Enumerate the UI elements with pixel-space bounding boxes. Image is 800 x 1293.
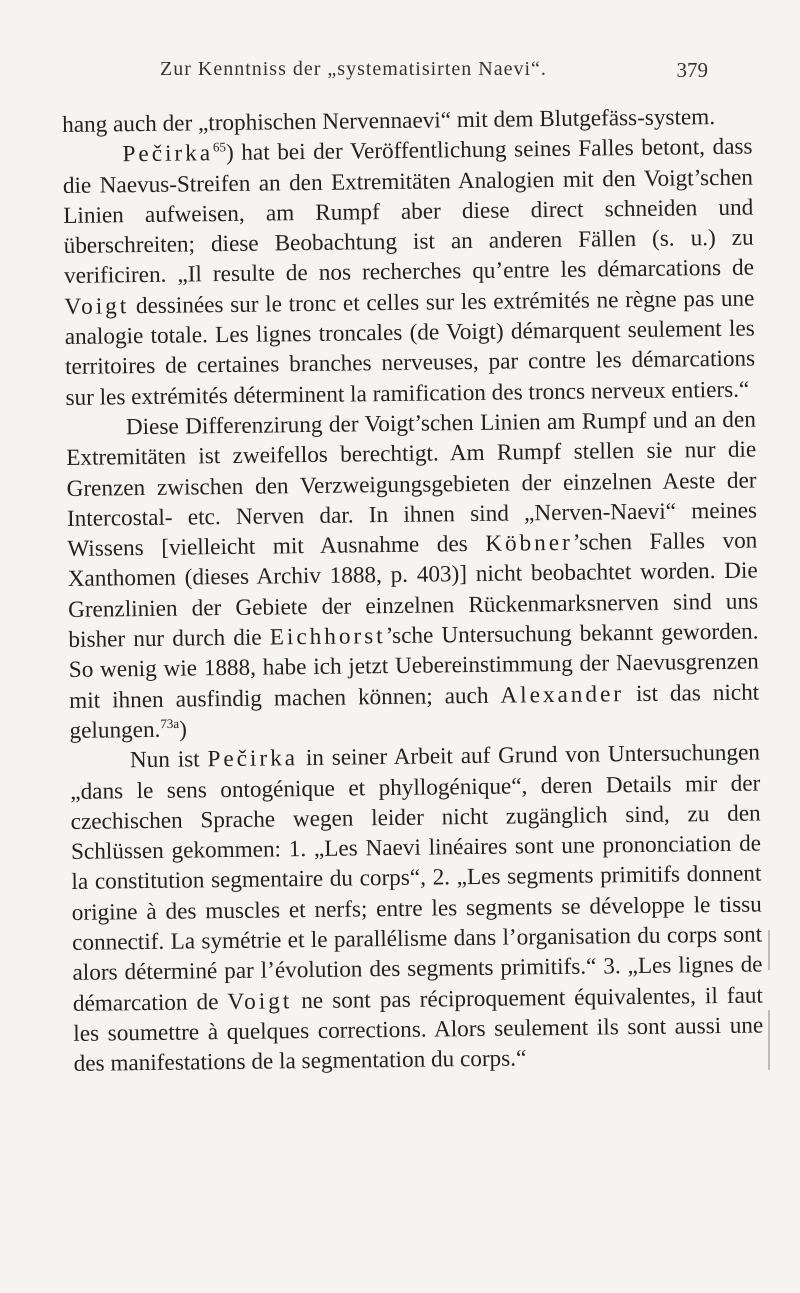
footnote-ref: 73a bbox=[160, 715, 180, 732]
text-run: ’sche Untersuchung bekannt geworden. So wenig wie 1888, habe ich jetzt Uebereinstimmung der Naevusgrenzen mit ihnen ausfindig machen können; auch bbox=[68, 618, 759, 714]
footnote-ref: 65 bbox=[212, 139, 227, 155]
page-header bbox=[0, 58, 800, 88]
spaced-name: Voigt bbox=[64, 292, 130, 320]
text-run: hang auch der „trophischen Nervennaevi“ mit dem Blutgefäss-system. bbox=[62, 104, 716, 138]
text-run: Diese Differenzirung der Voigt’schen Linien am Rumpf und an den Extremitäten ist zweifellos berechtigt. Am Rumpf stellen sie nur die Grenzen zwischen den Verzweigungsgebieten der einzelnen Aeste der Intercostal- etc. Nerven dar. In ihnen sind „Nerven-Naevi“ meines Wissens [vielleicht mit Ausnahme des bbox=[66, 406, 758, 563]
running-title: Zur Kenntniss der „systematisirten Naevi“. bbox=[160, 58, 547, 80]
text-run: dessinées sur le tronc et celles sur les extrémités ne règne pas une analogie totale. Les lignes troncales (de Voigt) démarquent seulement les territoires de certaines branches nerveuses, par contre les démarcations sur les extrémités déterminent la ramification des troncs nerveux entiers.“ bbox=[64, 285, 756, 411]
text-run: ) hat bei der Veröffentlichung seines Falles betont, dass die Naevus-Streifen an den Extremitäten Analogien mit den Voigt’schen Linien aufweisen, am Rumpf aber diese direct schneiden und überschreiten; diese Beobachtung ist an anderen Fällen (s. u.) zu verificiren. „Il resulte de nos recherches qu’entre les démarcations de bbox=[62, 133, 755, 290]
text-run: ne sont pas réciproquement équivalentes, il faut les soumettre à quelques corrections. Alors seulement ils sont aussi une des manifestations de la segmentation du corps.“ bbox=[73, 982, 764, 1078]
body-text bbox=[62, 102, 764, 1080]
spaced-name: Pečirka bbox=[122, 140, 214, 168]
spaced-name: Pečirka bbox=[207, 745, 299, 773]
margin-pencil-mark bbox=[768, 1010, 770, 1070]
paragraph bbox=[62, 132, 755, 413]
spaced-name: Eichhorst bbox=[269, 623, 386, 651]
paragraph bbox=[70, 738, 764, 1080]
margin-pencil-mark bbox=[768, 930, 770, 970]
page-number: 379 bbox=[676, 58, 708, 82]
text-run: ist das nicht gelungen. bbox=[69, 679, 760, 744]
spaced-name: Voigt bbox=[227, 987, 293, 1015]
paragraph bbox=[66, 405, 760, 747]
spaced-name: Köbner bbox=[485, 529, 573, 558]
text-run: ’schen Falles von Xanthomen (dieses Archiv 1888, p. 403)] nicht beobachtet worden. Die Grenzlinien der Gebiete der einzelnen Rückenmarksnerven sind uns bisher nur durch die bbox=[67, 527, 759, 654]
spaced-name: Alexander bbox=[500, 680, 625, 709]
text-run: ) bbox=[178, 716, 188, 743]
text-run: Nun ist bbox=[129, 746, 208, 774]
text-run: in seiner Arbeit auf Grund von Untersuchungen „dans le sens ontogénique et phyllogénique“, deren Details mir der czechischen Sprache wegen leider nicht zugänglich sind, zu den Schlüssen gekommen: 1. „Les Naevi linéaires sont une prononciation de la constitution segmentaire du corps“, 2. „Les segments primitifs donnent origine à des muscles et nerfs; entre les segments se développe le tissu connectif. La symétrie et le parallélisme dans l’organisation du corps sont alors déterminé par l’évolution des segments primitifs.“ 3. „Les lignes de démarcation de bbox=[70, 739, 763, 1017]
